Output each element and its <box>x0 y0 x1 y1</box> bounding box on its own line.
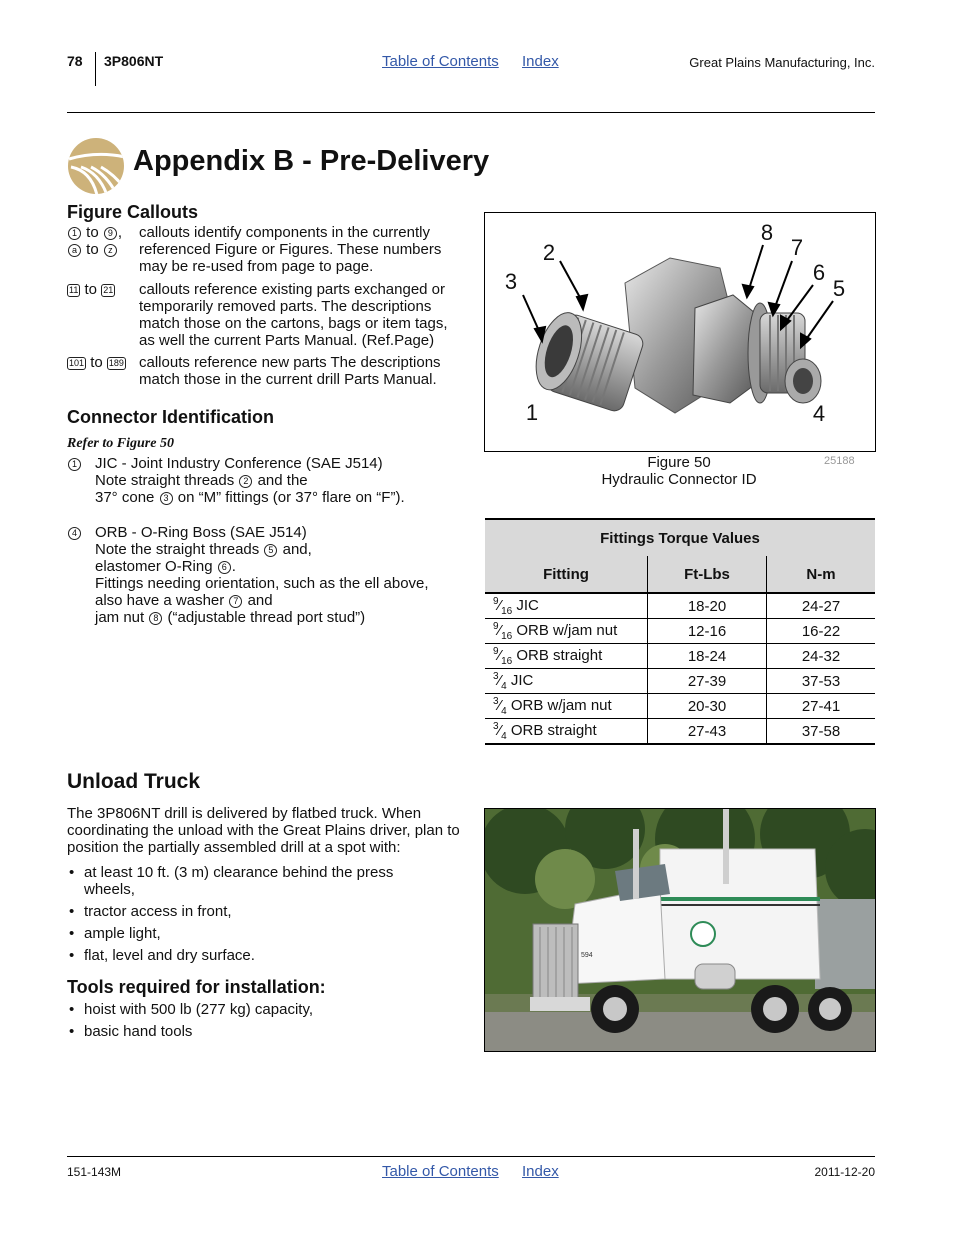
header-rule <box>67 112 875 113</box>
fitting-cell: $^3⁄_4$ ORB w/jam nut <box>485 694 648 719</box>
ft-lbs-cell: 18-24 <box>648 644 767 669</box>
callout-row-1: 1 to 9 , a to z callouts identify components in the currently referenced Figure or Figures. These numbers may be re-used from page to page. <box>67 224 462 276</box>
table-row <box>485 694 875 719</box>
torque-table-title: Fittings Torque Values <box>485 519 875 556</box>
refer-to-figure: Refer to Figure 50 <box>67 436 174 451</box>
toc-link-top[interactable]: Table of Contents <box>382 53 499 70</box>
figure-callout-4: 4 <box>812 401 826 426</box>
figure-callout-8: 8 <box>760 220 774 245</box>
model-name: 3P806NT <box>104 53 164 69</box>
index-link-top[interactable]: Index <box>522 53 559 70</box>
page-title: Appendix B - Pre-Delivery <box>133 145 490 177</box>
unload-requirements-list <box>67 864 447 964</box>
figure-callouts-heading: Figure Callouts <box>67 202 199 222</box>
col-n-m: N-m <box>767 556 876 593</box>
truck-image <box>485 809 875 1051</box>
col-fitting: Fitting <box>485 556 648 593</box>
company-name: Great Plains Manufacturing, Inc. <box>689 55 875 70</box>
callout-row-1-text: callouts identify components in the currently referenced Figure or Figures. These numbers may be re-used from page to page. <box>139 224 442 275</box>
callout-row-3-text: callouts reference new parts The descriptions match those in the current drill Parts Manual. <box>139 354 441 388</box>
callout-row-2: 11 to 21 callouts reference existing parts exchanged or temporarily removed parts. The descriptions match those on the cartons, bags or item tags, as well the current Parts Manual. (Ref.Page) <box>67 281 462 351</box>
unload-truck-heading: Unload Truck <box>67 770 201 793</box>
truck-photo <box>484 808 876 1052</box>
callout-row-3: 101 to 189 callouts reference new parts The descriptions match those in the current drill Parts Manual. <box>67 354 462 390</box>
toc-link-bottom[interactable]: Table of Contents <box>382 1163 499 1180</box>
n-m-cell: 24-32 <box>767 644 876 669</box>
page-number: 78 <box>67 53 83 69</box>
table-row <box>485 619 875 644</box>
torque-table-body <box>485 593 875 744</box>
n-m-cell: 37-53 <box>767 669 876 694</box>
list-item: • at least 10 ft. (3 m) clearance behind the press wheels, <box>67 864 447 898</box>
header-divider <box>95 52 96 86</box>
great-plains-logo-icon <box>67 137 125 195</box>
fitting-cell: $^9⁄_{16}$ ORB w/jam nut <box>485 619 648 644</box>
connector-id-heading: Connector Identification <box>67 407 274 427</box>
tools-list <box>67 1001 447 1040</box>
unload-intro: The 3P806NT drill is delivered by flatbed truck. When coordinating the unload with the Great Plains driver, plan to position the partially assembled drill at a spot with: <box>67 805 460 856</box>
table-row <box>485 593 875 619</box>
n-m-cell: 16-22 <box>767 619 876 644</box>
ft-lbs-cell: 27-43 <box>648 719 767 745</box>
jic-description: 1 JIC - Joint Industry Conference (SAE J514) Note straight threads 2 and the 37° cone 3 on “M” fittings (or 37° flare on “F”). <box>67 455 467 506</box>
callout-row-2-text: callouts reference existing parts exchanged or temporarily removed parts. The descriptions match those on the cartons, bags or item tags, as well the current Parts Manual. (Ref.Page) <box>139 281 448 349</box>
list-item: • hoist with 500 lb (277 kg) capacity, <box>67 1001 447 1018</box>
list-item: • flat, level and dry surface. <box>67 947 447 964</box>
fittings-torque-table <box>485 518 875 745</box>
figure-callout-6: 6 <box>812 260 826 285</box>
ft-lbs-cell: 27-39 <box>648 669 767 694</box>
table-row <box>485 644 875 669</box>
ft-lbs-cell: 18-20 <box>648 593 767 619</box>
col-ft-lbs: Ft-Lbs <box>648 556 767 593</box>
figure-id: 25188 <box>824 455 855 467</box>
list-item: • tractor access in front, <box>67 903 447 920</box>
document-date: 2011-12-20 <box>814 1165 875 1179</box>
fitting-cell: $^3⁄_4$ ORB straight <box>485 719 648 745</box>
fitting-cell: $^3⁄_4$ JIC <box>485 669 648 694</box>
figure-callout-1: 1 <box>525 400 539 425</box>
document-number: 151-143M <box>67 1165 122 1179</box>
figure-callout-5: 5 <box>832 276 846 301</box>
table-row <box>485 719 875 745</box>
list-item: • ample light, <box>67 925 447 942</box>
truck-number: 594 <box>581 952 593 959</box>
index-link-bottom[interactable]: Index <box>522 1163 559 1180</box>
figure-callout-7: 7 <box>790 235 804 260</box>
footer-rule <box>67 1156 875 1157</box>
n-m-cell: 37-58 <box>767 719 876 745</box>
table-row <box>485 669 875 694</box>
figure-callout-2: 2 <box>542 240 556 265</box>
n-m-cell: 27-41 <box>767 694 876 719</box>
n-m-cell: 24-27 <box>767 593 876 619</box>
ft-lbs-cell: 20-30 <box>648 694 767 719</box>
tools-heading: Tools required for installation: <box>67 977 326 997</box>
fitting-cell: $^9⁄_{16}$ JIC <box>485 593 648 619</box>
hydraulic-connector-figure <box>484 212 876 452</box>
list-item: • basic hand tools <box>67 1023 447 1040</box>
figure-callout-3: 3 <box>504 269 518 294</box>
ft-lbs-cell: 12-16 <box>648 619 767 644</box>
figure-caption: Figure 50 Hydraulic Connector ID <box>601 454 757 488</box>
fitting-cell: $^9⁄_{16}$ ORB straight <box>485 644 648 669</box>
orb-description: 4 ORB - O-Ring Boss (SAE J514) Note the straight threads 5 and, elastomer O-Ring 6 . Fittings needing orientation, such as the ell above, also have a washer 7 and jam nut 8 (“adjustable thread port stud”) <box>67 524 467 626</box>
